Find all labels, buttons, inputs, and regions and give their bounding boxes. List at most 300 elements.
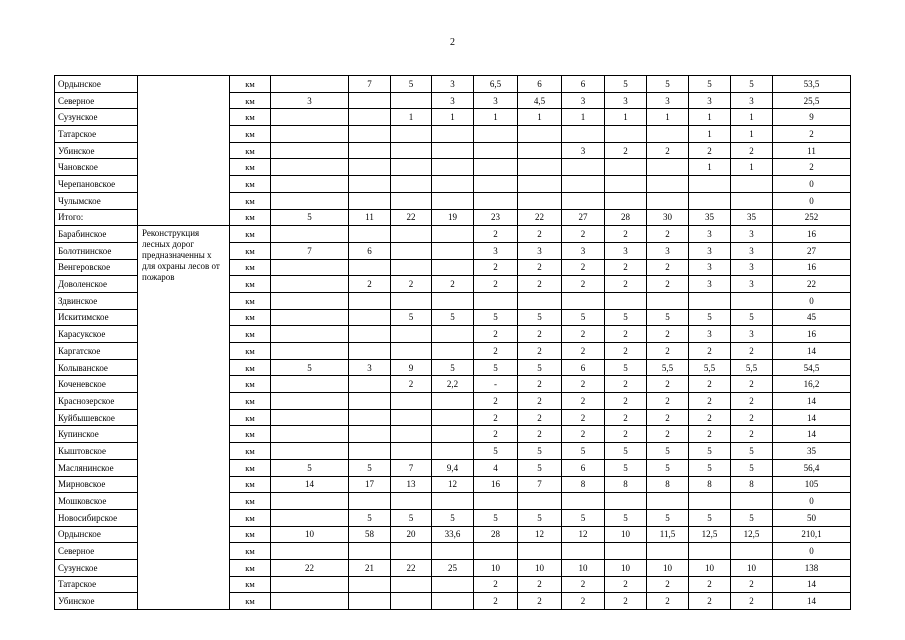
unit-cell: км: [230, 409, 271, 426]
value-cell: [271, 176, 349, 193]
value-cell: [518, 176, 562, 193]
unit-cell: км: [230, 192, 271, 209]
total-cell: 14: [773, 393, 851, 410]
value-cell: 2: [605, 276, 647, 293]
value-cell: 3: [474, 92, 518, 109]
value-cell: 10: [271, 526, 349, 543]
value-cell: 1: [647, 109, 689, 126]
unit-cell: км: [230, 376, 271, 393]
value-cell: 5: [605, 509, 647, 526]
value-cell: [271, 226, 349, 243]
value-cell: 23: [474, 209, 518, 226]
value-cell: 22: [391, 559, 432, 576]
value-cell: [391, 92, 432, 109]
district-cell: Ордынское: [55, 76, 138, 93]
value-cell: [391, 192, 432, 209]
value-cell: 2: [518, 276, 562, 293]
value-cell: [562, 493, 605, 510]
value-cell: 2: [647, 276, 689, 293]
value-cell: 16: [474, 476, 518, 493]
value-cell: 5: [474, 509, 518, 526]
value-cell: 2: [518, 376, 562, 393]
value-cell: 5: [474, 443, 518, 460]
value-cell: 3: [518, 242, 562, 259]
value-cell: 12: [518, 526, 562, 543]
district-cell: Болотнинское: [55, 242, 138, 259]
value-cell: [349, 576, 391, 593]
value-cell: 5: [605, 443, 647, 460]
value-cell: 2: [518, 409, 562, 426]
value-cell: 2: [605, 142, 647, 159]
value-cell: 5: [647, 509, 689, 526]
total-cell: 105: [773, 476, 851, 493]
unit-cell: км: [230, 126, 271, 143]
value-cell: [605, 159, 647, 176]
value-cell: [349, 326, 391, 343]
value-cell: [349, 343, 391, 360]
value-cell: 1: [518, 109, 562, 126]
value-cell: 2: [647, 409, 689, 426]
value-cell: 3: [647, 92, 689, 109]
district-cell: Северное: [55, 543, 138, 560]
value-cell: [432, 326, 474, 343]
total-cell: 56,4: [773, 459, 851, 476]
unit-cell: км: [230, 209, 271, 226]
value-cell: [271, 543, 349, 560]
value-cell: [432, 226, 474, 243]
value-cell: 22: [271, 559, 349, 576]
total-cell: 25,5: [773, 92, 851, 109]
value-cell: 5: [518, 509, 562, 526]
district-cell: Татарское: [55, 576, 138, 593]
value-cell: 8: [605, 476, 647, 493]
total-cell: 35: [773, 443, 851, 460]
value-cell: 5: [731, 309, 773, 326]
value-cell: [432, 593, 474, 610]
value-cell: [731, 292, 773, 309]
value-cell: 21: [349, 559, 391, 576]
unit-cell: км: [230, 443, 271, 460]
value-cell: 8: [689, 476, 731, 493]
value-cell: [562, 192, 605, 209]
value-cell: 7: [349, 76, 391, 93]
value-cell: 7: [391, 459, 432, 476]
value-cell: 13: [391, 476, 432, 493]
value-cell: 2: [562, 409, 605, 426]
value-cell: 5: [518, 309, 562, 326]
value-cell: 3: [605, 92, 647, 109]
total-cell: 14: [773, 343, 851, 360]
value-cell: 2: [731, 593, 773, 610]
value-cell: [432, 576, 474, 593]
unit-cell: км: [230, 226, 271, 243]
value-cell: [689, 543, 731, 560]
value-cell: 2: [605, 393, 647, 410]
value-cell: [432, 443, 474, 460]
value-cell: [731, 176, 773, 193]
total-cell: 0: [773, 192, 851, 209]
value-cell: 2: [731, 142, 773, 159]
unit-cell: км: [230, 326, 271, 343]
value-cell: 5: [474, 309, 518, 326]
value-cell: [349, 159, 391, 176]
value-cell: 6,5: [474, 76, 518, 93]
value-cell: [605, 126, 647, 143]
district-cell: Убинское: [55, 593, 138, 610]
value-cell: 5: [432, 359, 474, 376]
value-cell: 5: [647, 459, 689, 476]
value-cell: 12: [432, 476, 474, 493]
value-cell: 5: [731, 443, 773, 460]
value-cell: [271, 426, 349, 443]
unit-cell: км: [230, 543, 271, 560]
value-cell: 17: [349, 476, 391, 493]
category-cell: Реконструкция лесных дорог предназначенны х для охраны лесов от пожаров: [138, 226, 230, 610]
value-cell: 2: [689, 593, 731, 610]
district-cell: Татарское: [55, 126, 138, 143]
value-cell: 5: [349, 459, 391, 476]
district-cell: Искитимское: [55, 309, 138, 326]
district-cell: Карасукское: [55, 326, 138, 343]
value-cell: 10: [731, 559, 773, 576]
value-cell: 3: [605, 242, 647, 259]
value-cell: 5: [271, 459, 349, 476]
value-cell: 2: [518, 343, 562, 360]
value-cell: 35: [689, 209, 731, 226]
value-cell: 2: [474, 343, 518, 360]
value-cell: 12,5: [689, 526, 731, 543]
total-cell: 53,5: [773, 76, 851, 93]
value-cell: 5: [689, 76, 731, 93]
value-cell: 2: [605, 343, 647, 360]
value-cell: [605, 176, 647, 193]
value-cell: 5: [562, 509, 605, 526]
value-cell: [562, 543, 605, 560]
value-cell: [271, 159, 349, 176]
value-cell: [432, 543, 474, 560]
value-cell: 3: [562, 142, 605, 159]
value-cell: 25: [432, 559, 474, 576]
district-cell: Сузунское: [55, 559, 138, 576]
value-cell: 2: [562, 426, 605, 443]
value-cell: [518, 159, 562, 176]
value-cell: 3: [689, 92, 731, 109]
district-cell: Мирновское: [55, 476, 138, 493]
value-cell: 1: [731, 159, 773, 176]
value-cell: 5: [647, 76, 689, 93]
unit-cell: км: [230, 593, 271, 610]
unit-cell: км: [230, 576, 271, 593]
value-cell: 10: [605, 559, 647, 576]
value-cell: [349, 409, 391, 426]
value-cell: 3: [474, 242, 518, 259]
value-cell: [689, 192, 731, 209]
district-cell: Здвинское: [55, 292, 138, 309]
value-cell: 5: [689, 443, 731, 460]
value-cell: [731, 493, 773, 510]
value-cell: 3: [731, 259, 773, 276]
value-cell: [391, 409, 432, 426]
district-cell: Итого:: [55, 209, 138, 226]
value-cell: 5: [518, 459, 562, 476]
district-cell: Ордынское: [55, 526, 138, 543]
unit-cell: км: [230, 526, 271, 543]
value-cell: 2: [731, 343, 773, 360]
value-cell: [474, 192, 518, 209]
value-cell: 3: [432, 92, 474, 109]
forest-roads-table: [54, 75, 851, 610]
table-row: [55, 76, 851, 93]
value-cell: 5: [432, 309, 474, 326]
unit-cell: км: [230, 309, 271, 326]
value-cell: 20: [391, 526, 432, 543]
value-cell: [271, 309, 349, 326]
value-cell: 5: [605, 459, 647, 476]
unit-cell: км: [230, 426, 271, 443]
value-cell: 2: [605, 409, 647, 426]
value-cell: 2: [731, 576, 773, 593]
value-cell: 2: [647, 393, 689, 410]
value-cell: [391, 292, 432, 309]
value-cell: 5: [271, 359, 349, 376]
value-cell: [271, 142, 349, 159]
value-cell: 5,5: [689, 359, 731, 376]
value-cell: [271, 109, 349, 126]
value-cell: [271, 593, 349, 610]
value-cell: [562, 126, 605, 143]
district-cell: Колыванское: [55, 359, 138, 376]
value-cell: [391, 426, 432, 443]
total-cell: 27: [773, 242, 851, 259]
value-cell: 10: [605, 526, 647, 543]
value-cell: 4,5: [518, 92, 562, 109]
value-cell: 2: [518, 393, 562, 410]
value-cell: [391, 593, 432, 610]
value-cell: [391, 393, 432, 410]
unit-cell: км: [230, 509, 271, 526]
value-cell: 2: [647, 226, 689, 243]
value-cell: 5: [647, 309, 689, 326]
total-cell: 50: [773, 509, 851, 526]
value-cell: [349, 493, 391, 510]
value-cell: 1: [689, 159, 731, 176]
value-cell: 10: [474, 559, 518, 576]
value-cell: [605, 493, 647, 510]
value-cell: 2: [731, 376, 773, 393]
value-cell: [349, 543, 391, 560]
value-cell: 5: [689, 509, 731, 526]
page-number: 2: [450, 37, 455, 48]
value-cell: 5: [689, 309, 731, 326]
value-cell: [474, 142, 518, 159]
unit-cell: км: [230, 292, 271, 309]
value-cell: [432, 176, 474, 193]
value-cell: 2: [474, 259, 518, 276]
value-cell: 5: [349, 509, 391, 526]
value-cell: 2: [689, 409, 731, 426]
unit-cell: км: [230, 259, 271, 276]
table-body: [55, 76, 851, 610]
unit-cell: км: [230, 92, 271, 109]
value-cell: 2: [605, 376, 647, 393]
value-cell: [474, 176, 518, 193]
value-cell: [647, 493, 689, 510]
value-cell: [391, 326, 432, 343]
district-cell: Куйбышевское: [55, 409, 138, 426]
value-cell: 2: [605, 226, 647, 243]
total-cell: 16: [773, 259, 851, 276]
value-cell: 1: [731, 109, 773, 126]
value-cell: 3: [731, 276, 773, 293]
value-cell: [391, 343, 432, 360]
value-cell: [349, 176, 391, 193]
value-cell: [349, 126, 391, 143]
value-cell: 19: [432, 209, 474, 226]
category-cell: [138, 76, 230, 226]
value-cell: 33,6: [432, 526, 474, 543]
value-cell: [518, 126, 562, 143]
value-cell: 2: [647, 343, 689, 360]
total-cell: 14: [773, 426, 851, 443]
value-cell: [391, 543, 432, 560]
value-cell: 2: [562, 326, 605, 343]
value-cell: [391, 176, 432, 193]
value-cell: [349, 443, 391, 460]
value-cell: [689, 176, 731, 193]
value-cell: 2: [474, 593, 518, 610]
value-cell: 2: [605, 593, 647, 610]
value-cell: 3: [731, 326, 773, 343]
total-cell: 14: [773, 576, 851, 593]
value-cell: [271, 576, 349, 593]
value-cell: 4: [474, 459, 518, 476]
value-cell: [271, 493, 349, 510]
value-cell: 6: [562, 459, 605, 476]
value-cell: [432, 126, 474, 143]
district-cell: Доволенское: [55, 276, 138, 293]
value-cell: 58: [349, 526, 391, 543]
value-cell: [271, 326, 349, 343]
value-cell: 5: [562, 309, 605, 326]
value-cell: 2: [474, 576, 518, 593]
value-cell: 8: [731, 476, 773, 493]
value-cell: [432, 192, 474, 209]
value-cell: 2: [562, 376, 605, 393]
value-cell: 10: [562, 559, 605, 576]
value-cell: [689, 292, 731, 309]
total-cell: 138: [773, 559, 851, 576]
value-cell: [271, 376, 349, 393]
value-cell: [432, 159, 474, 176]
value-cell: 2: [689, 142, 731, 159]
value-cell: 2: [518, 576, 562, 593]
value-cell: 2: [689, 426, 731, 443]
value-cell: [647, 176, 689, 193]
value-cell: 30: [647, 209, 689, 226]
district-cell: Чулымское: [55, 192, 138, 209]
value-cell: 3: [689, 242, 731, 259]
district-cell: Мошковское: [55, 493, 138, 510]
value-cell: 3: [647, 242, 689, 259]
value-cell: 3: [432, 76, 474, 93]
value-cell: 2: [647, 142, 689, 159]
unit-cell: км: [230, 459, 271, 476]
value-cell: [474, 543, 518, 560]
value-cell: [647, 126, 689, 143]
value-cell: [349, 593, 391, 610]
value-cell: 1: [432, 109, 474, 126]
value-cell: 3: [689, 326, 731, 343]
unit-cell: км: [230, 343, 271, 360]
value-cell: [391, 493, 432, 510]
total-cell: 0: [773, 292, 851, 309]
district-cell: Северное: [55, 92, 138, 109]
value-cell: 9: [391, 359, 432, 376]
value-cell: 2,2: [432, 376, 474, 393]
value-cell: [271, 259, 349, 276]
district-cell: Каргатское: [55, 343, 138, 360]
value-cell: 5: [731, 509, 773, 526]
value-cell: 6: [562, 359, 605, 376]
value-cell: 1: [689, 109, 731, 126]
value-cell: [562, 159, 605, 176]
value-cell: 10: [518, 559, 562, 576]
value-cell: 2: [391, 376, 432, 393]
value-cell: 2: [474, 393, 518, 410]
value-cell: 5: [271, 209, 349, 226]
value-cell: [689, 493, 731, 510]
value-cell: 2: [432, 276, 474, 293]
value-cell: [391, 159, 432, 176]
district-cell: Маслянинское: [55, 459, 138, 476]
value-cell: [474, 493, 518, 510]
value-cell: 28: [605, 209, 647, 226]
value-cell: [432, 259, 474, 276]
unit-cell: км: [230, 359, 271, 376]
total-cell: 54,5: [773, 359, 851, 376]
unit-cell: км: [230, 393, 271, 410]
value-cell: 3: [349, 359, 391, 376]
table-row: [55, 226, 851, 243]
value-cell: 2: [562, 393, 605, 410]
value-cell: [271, 292, 349, 309]
value-cell: [647, 543, 689, 560]
value-cell: 3: [562, 92, 605, 109]
value-cell: [474, 126, 518, 143]
value-cell: [432, 409, 474, 426]
value-cell: 6: [518, 76, 562, 93]
value-cell: [647, 159, 689, 176]
value-cell: 35: [731, 209, 773, 226]
value-cell: [349, 109, 391, 126]
value-cell: 3: [562, 242, 605, 259]
value-cell: 2: [562, 226, 605, 243]
value-cell: 8: [562, 476, 605, 493]
value-cell: 2: [391, 276, 432, 293]
total-cell: 16: [773, 326, 851, 343]
district-cell: Убинское: [55, 142, 138, 159]
value-cell: 12,5: [731, 526, 773, 543]
district-cell: Барабинское: [55, 226, 138, 243]
total-cell: 14: [773, 409, 851, 426]
total-cell: 11: [773, 142, 851, 159]
value-cell: 12: [562, 526, 605, 543]
value-cell: 5: [391, 76, 432, 93]
value-cell: 5: [432, 509, 474, 526]
value-cell: 2: [518, 326, 562, 343]
value-cell: [349, 309, 391, 326]
value-cell: 3: [689, 226, 731, 243]
